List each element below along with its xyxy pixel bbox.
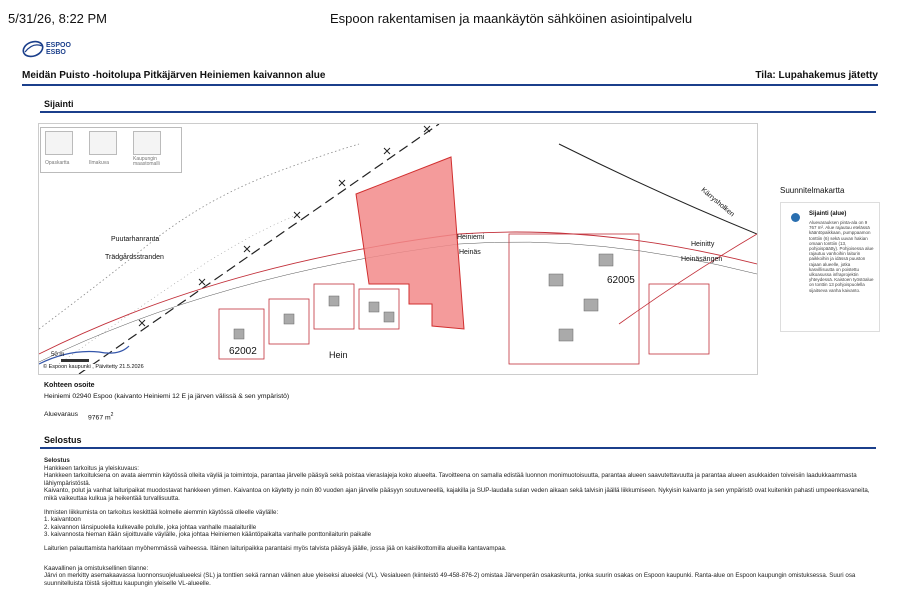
- layer-thumb-ilmakuva[interactable]: [89, 131, 117, 155]
- zoning-text: Järvi on merkitty asemakaavassa luonnonsuojelualueeksi (SL) ja tonttien sekä rannan välinen alue yleiseksi alueeksi (VL). Vesialueen (kiinteistö 49-458-876-2) omistaa Järvenperän osakaskunta, jonka suurin osakas on Espoon kaupunki. Ranta-alue on Espoon kaupungin omistuksessa. Suuri osa suunnitelluista töistä sijoittuu kaupungin yleiselle VL-alueelle.: [44, 572, 856, 587]
- legend-item-title: Sijainti (alue): [809, 211, 847, 217]
- legend-title: Suunnitelmakartta: [780, 186, 845, 195]
- sijainti-divider: [40, 111, 876, 113]
- title-divider: [22, 84, 878, 86]
- routes-item-3: 3. kaivannosta hieman itään sijoittuvalle väylälle, joka johtaa Heiniemen kääntöpaikalta vanhalle ponttonilaiturin paikalle: [44, 531, 372, 539]
- espoo-logo-icon: [22, 38, 46, 60]
- map-scale-label: 50 m: [51, 352, 65, 358]
- application-status: Tila: Lupahakemus jätetty: [755, 70, 878, 81]
- logo-text-espoo: ESPOO: [46, 42, 71, 49]
- layer-label-ilmakuva: Ilmakuva: [89, 160, 110, 166]
- map-label-street: Hein: [329, 350, 348, 360]
- selostus-subheading: Selostus: [44, 457, 70, 464]
- layer-label-opaskartta: Opaskartta: [45, 160, 70, 166]
- layer-thumb-maastomalli[interactable]: [133, 131, 161, 155]
- section-heading-selostus: Selostus: [44, 435, 82, 445]
- map-label-heinasangen: Heinäsängen: [681, 256, 723, 263]
- selostus-body: [44, 457, 876, 587]
- rail-line: [559, 144, 757, 234]
- map-label-heiniemi: Heiniemi: [457, 234, 485, 241]
- map-label-block-62005: 62005: [607, 275, 635, 286]
- piers-text: Laiturien palauttamista harkitaan myöhemmässä vaiheessa. Itäinen laituripaikka parantaisi myös talvista pääsyä jäälle, jossa jää on kaislikottomilla alueilla kantavampaa.: [44, 544, 507, 552]
- application-title-bar: [22, 70, 878, 81]
- map-label-tradgardsstranden: Trädgårdsstranden: [105, 254, 164, 261]
- map-layer-switcher[interactable]: [40, 127, 182, 173]
- core-text: Kaivanto, polut ja vanhat laituripaikat muodostavat hankkeen ytimen. Kaivantoa on käytetty jo noin 80 vuoden ajan järvelle pääsyyn soutuveneellä, kajakilla ja SUP-laudalla sulan veden aikaan sekä talvisin jäällä liikkumiseen. Nykyisin kaivanto ja sen ympäristö ovat kuitenkin pahasti umpeenkasvaneita, mikä vaikeuttaa kulkua ja heikentää turvallisuutta.: [44, 487, 870, 502]
- purpose-text: Hankkeen tarkoituksena on avata aiemmin käytössä olleita väyliä ja toimintoja, parantaa järvelle pääsyä sekä poistaa vieraslajeja koko alueelta. Tavoitteena on samalla edistää luonnon monimuotoisuutta, parantaa alueen saavutettavuutta ja parantaa alueen asukkaiden toiveisiin laadukkaammasta lähiympäristöstä.: [44, 472, 857, 487]
- shoreline-path-inner: [59, 214, 299, 364]
- map-legend: [780, 186, 880, 293]
- address-value: Heiniemi 02940 Espoo (kaivanto Heiniemi 12 E ja järven välissä & sen ympäristö): [44, 393, 290, 400]
- print-page-title: Espoon rakentamisen ja maankäytön sähköinen asiointipalvelu: [330, 11, 693, 26]
- print-datetime: 5/31/26, 8:22 PM: [8, 11, 108, 26]
- purpose-title: Hankkeen tarkoitus ja yleiskuvaus:: [44, 464, 139, 472]
- map-label-karrysholken: Kärrysholken: [699, 186, 736, 219]
- routes-title: Ihmisten liikkumista on tarkoitus keskittää kolmelle aiemmin käytössä olleelle väylälle:: [44, 508, 279, 516]
- scale-bar: [61, 359, 89, 362]
- routes-item-2: 2. kaivannon länsipuolella kulkevalle polulle, joka johtaa vanhalle maalaiturille: [44, 523, 257, 531]
- logo-text-esbo: ESBO: [46, 49, 66, 56]
- section-heading-sijainti: Sijainti: [44, 99, 74, 109]
- location-pin-icon: [791, 213, 800, 222]
- map-label-heinas: Heinäs: [459, 249, 481, 256]
- area-label: Aluevaraus: [44, 411, 79, 418]
- layer-thumb-opaskartta[interactable]: [45, 131, 73, 155]
- legend-item-text: Aluevarauksen pinta-ala on 9 767 m². Alue rajautuu etelässä kääntöpaikkaan, pumppaamon tonttiin (6) sekä uuvan hakian omaan tonttiin (13, pohjoispäätty). Pohjoisessa alue rajautuu vanhoihin laiturin paikkoihin ja idässä puuston rajaan alueelle, jotka kasvillisuutta on poistettu ulkoasussa infraprojektin yhteydessä. Kaistoen työstöalue on tonttin 13 pohjoispuolella sijaitseva vanha kaivanto.: [809, 220, 874, 293]
- layer-label-maastomalli: Kaupungin maastomalli: [133, 156, 160, 167]
- map-label-puutarhanranta: Puutarhanranta: [111, 236, 160, 243]
- area-unit-sup: 2: [110, 412, 114, 418]
- selostus-divider: [40, 447, 876, 449]
- area-value: [88, 412, 113, 421]
- plot-boundary-right: [619, 234, 757, 324]
- routes-item-1: 1. kaivantoon: [44, 516, 81, 524]
- map-label-block-62002: 62002: [229, 346, 257, 357]
- legend-card: [780, 202, 880, 332]
- map-copyright: © Espoon kaupunki , Päivitetty 21.5.2026: [43, 364, 144, 370]
- area-number: 9767 m: [88, 414, 111, 422]
- espoo-logo[interactable]: [22, 38, 82, 60]
- zoning-title: Kaavallinen ja omistuksellinen tilanne:: [44, 564, 149, 572]
- application-title: Meidän Puisto -hoitolupa Pitkäjärven Heiniemen kaivannon alue: [22, 70, 326, 81]
- map-label-heinitty: Heinitty: [691, 241, 715, 248]
- address-heading: Kohteen osoite: [44, 382, 95, 389]
